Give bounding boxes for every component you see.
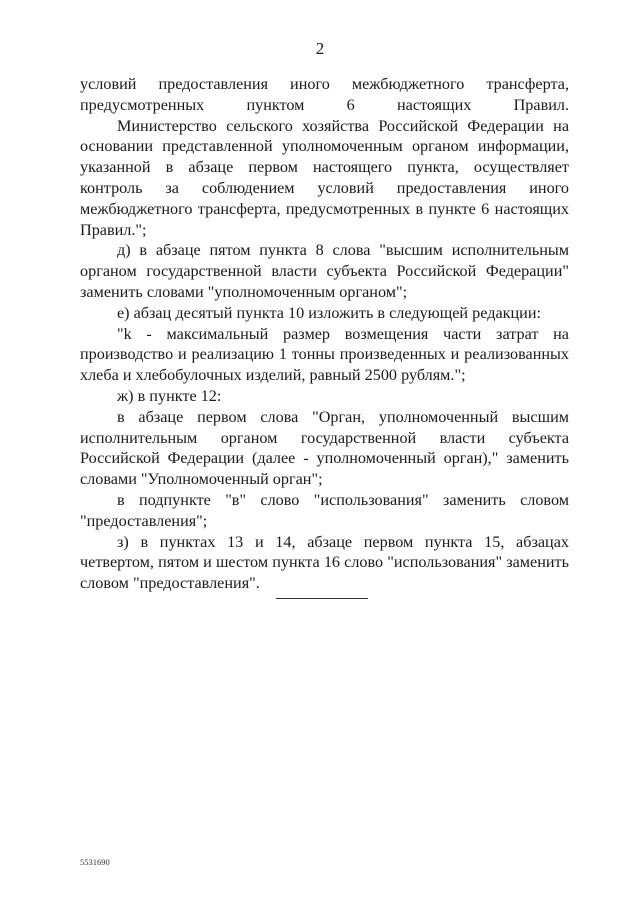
paragraph-item-d: д) в абзаце пятом пункта 8 слова "высшим исполнительным органом государственной власти субъекта Российской Федерации" заменить словами "уполномоченным органом";	[80, 241, 569, 301]
paragraph-formula-k: "k - максимальный размер возмещения части затрат на производство и реализацию 1 тонны произведенных и реализованных хлеба и хлебобулочных изделий, равный 2500 рублям.";	[80, 324, 569, 385]
paragraph-subitem-v: в подпункте "в" слово "использования" заменить словом "предоставления";	[80, 490, 569, 530]
document-body	[80, 74, 569, 594]
page-number: 2	[315, 39, 325, 58]
paragraph-item-zh: ж) в пункте 12:	[117, 386, 222, 405]
paragraph-continuation: условий предоставления иного межбюджетного трансферта, предусмотренных пунктом 6 настоящих Правил.	[80, 75, 569, 114]
document-id: 5531690	[80, 857, 110, 867]
paragraph-first-abzac: в абзаце первом слова "Орган, уполномоченный высшим исполнительным органом государственной власти субъекта Российской Федерации (далее - уполномоченный орган)," заменить словами "Уполномоченный орган";	[80, 407, 569, 489]
paragraph-ministry-control: Министерство сельского хозяйства Российской Федерации на основании представленной уполномоченным органом информации, указанной в абзаце первом настоящего пункта, осуществляет контроль за соблюдением условий предоставления иного межбюджетного трансферта, предусмотренных в пункте 6 настоящих Правил.";	[80, 116, 569, 239]
end-of-text-rule	[276, 598, 368, 599]
paragraph-item-z: з) в пунктах 13 и 14, абзаце первом пункта 15, абзацах четвертом, пятом и шестом пункта 16 слово "использования" заменить словом "предоставления".	[80, 532, 569, 593]
paragraph-item-e: е) абзац десятый пункта 10 изложить в следующей редакции:	[117, 303, 541, 322]
